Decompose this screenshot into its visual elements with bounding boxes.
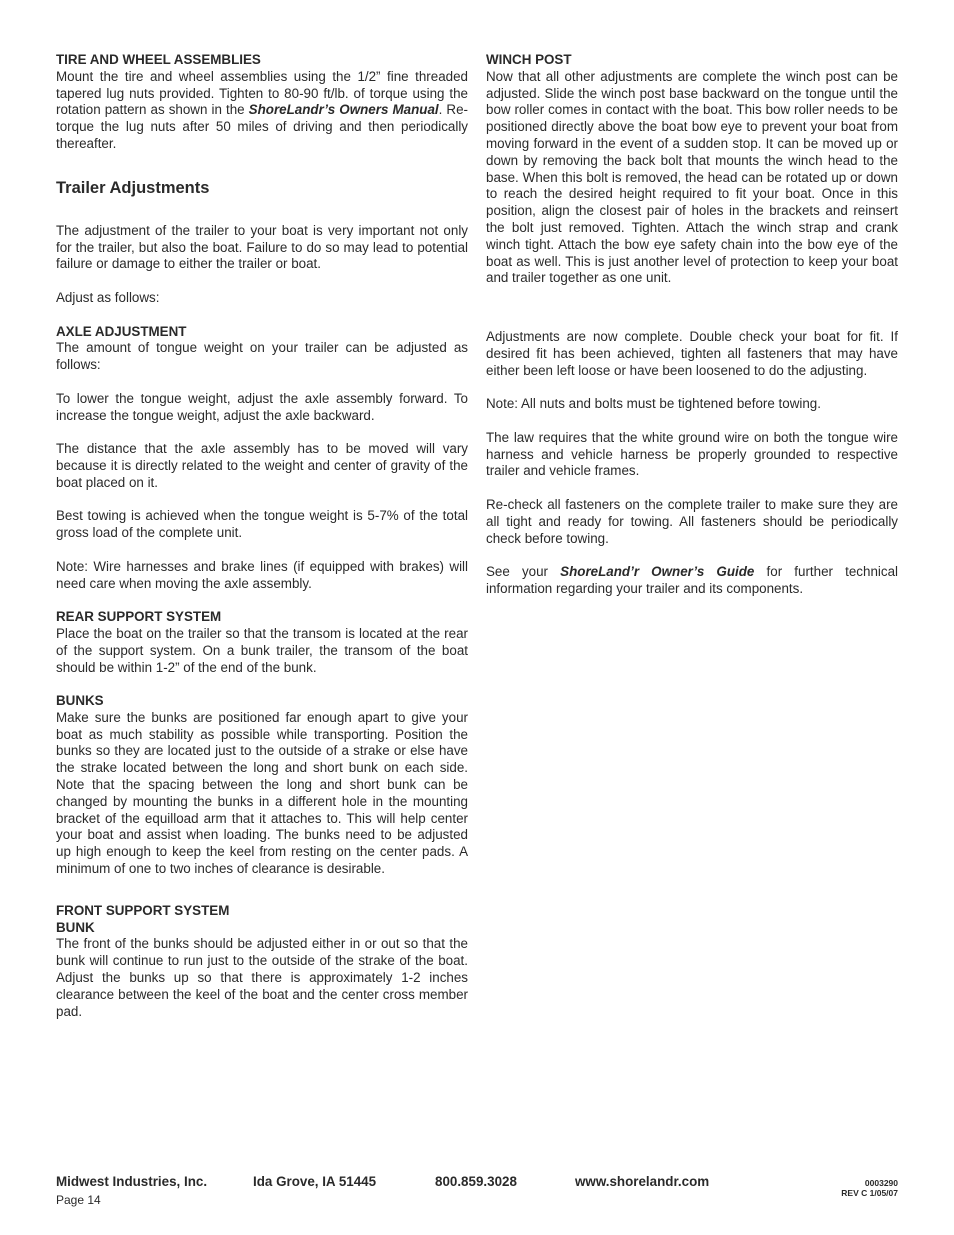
see-text-part1: See your: [486, 564, 561, 580]
front-support-heading: FRONT SUPPORT SYSTEM: [56, 902, 230, 918]
front-bunk-subheading: BUNK: [56, 919, 95, 935]
page-footer: [56, 1174, 898, 1214]
intro-paragraph: The adjustment of the trailer to your boat is very important not only for the trailer, but also the boat. Failure to do so may lead to potential failure or damage to either the trailer or boat.: [56, 222, 468, 272]
rear-support-paragraph: Place the boat on the trailer so that the transom is located at the rear of the support system. On a bunk trailer, the transom of the boat should be within 1-2” of the end of the bunk.: [56, 625, 468, 675]
nuts-bolts-note: Note: All nuts and bolts must be tightened before towing.: [486, 396, 821, 412]
rear-support-heading: REAR SUPPORT SYSTEM: [56, 609, 222, 625]
tire-wheel-heading: TIRE AND WHEEL ASSEMBLIES: [56, 52, 261, 67]
winch-post-heading: WINCH POST: [486, 52, 572, 67]
axle-adjustment-heading: AXLE ADJUSTMENT: [56, 323, 187, 339]
right-column: [486, 52, 898, 598]
axle-paragraph-4: Best towing is achieved when the tongue weight is 5-7% of the total gross load of the complete unit.: [56, 508, 468, 541]
page-number: Page 14: [56, 1193, 101, 1207]
tire-wheel-paragraph: [56, 69, 468, 153]
footer-phone: 800.859.3028: [435, 1174, 517, 1189]
front-support-paragraph: The front of the bunks should be adjusted either in or out so that the bunk will continue to run just to the outside of the strake of the boat. Adjust the bunks up so that there is approximately 1-2 inches clearance between the keel of the boat and the center cross member pad.: [56, 936, 468, 1019]
footer-website: www.shorelandr.com: [575, 1174, 710, 1189]
tire-text-part2: . Re-torque the lug nuts after 50 miles of driving and then periodically thereafter.: [56, 102, 468, 151]
axle-paragraph-1: The amount of tongue weight on your trailer can be adjusted as follows:: [56, 340, 468, 373]
left-column: [56, 52, 468, 1020]
adjust-as-follows: Adjust as follows:: [56, 289, 160, 305]
owners-manual-reference: ShoreLandr’s Owners Manual: [248, 102, 439, 118]
bunks-heading: BUNKS: [56, 693, 104, 709]
footer-company: Midwest Industries, Inc.: [56, 1174, 208, 1189]
doc-number: 0003290: [864, 1178, 898, 1188]
axle-paragraph-2: To lower the tongue weight, adjust the axle assembly forward. To increase the tongue weight, adjust the axle backward.: [56, 390, 468, 423]
tire-text-part1: Mount the tire and wheel assemblies using the 1/2” fine threaded tapered lug nuts provided. Tighten to 80-90 ft/lb. of torque using the rotation pattern as shown in the: [56, 68, 468, 118]
footer-city: Ida Grove, IA 51445: [253, 1174, 377, 1189]
see-text-part2: for further technical information regarding your trailer and its components.: [486, 564, 898, 596]
bunks-paragraph: Make sure the bunks are positioned far enough apart to give your boat as much stability as possible while transporting. Position the bunks so they are located just to the outside of a strake or else have the strake located between the long and short bunk on each side. Note that the spacing between the long and short bunk can be changed by mounting the bunks in a different hole in the mounting bracket of the equilload arm that it attaches to. This will help center your boat and assist when loading. The bunks need to be adjusted up high enough to keep the keel from resting on the center pads. A minimum of one to two inches of clearance is desirable.: [56, 709, 468, 877]
owners-guide-reference: ShoreLand’r Owner’s Guide: [560, 564, 755, 580]
section-title: Trailer Adjustments: [56, 178, 210, 197]
winch-post-paragraph: Now that all other adjustments are complete the winch post can be adjusted. Slide the winch post base backward on the tongue until the bow roller comes in contact with the boat. This bow roller needs to be positioned directly above the boat bow eye to prevent your boat from moving forward in the event of a sudden stop. It can be moved up or down by removing the back bolt that mounts the winch head to the base. When this bolt is removed, the head can be rotated up or down to reach the desired height required to fit your boat. Once in this position, align the closest pair of holes in the brackets and reinsert the bolt just removed. Tighten. Attach the winch strap and crank winch tight. Attach the bow eye safety chain into the bow eye of the boat as well. This is just another level of protection to keep your boat and trailer together as one unit.: [486, 68, 898, 286]
revision: REV C 1/05/07: [841, 1188, 898, 1198]
document-code: [841, 1178, 898, 1198]
ground-wire-paragraph: The law requires that the white ground wire on both the tongue wire harness and vehicle harness be properly grounded to respective trailer and vehicle frames.: [486, 429, 898, 479]
recheck-paragraph: Re-check all fasteners on the complete trailer to make sure they are all tight and ready for towing. All fasteners should be periodically check before towing.: [486, 496, 898, 546]
axle-paragraph-3: The distance that the axle assembly has to be moved will vary because it is directly related to the weight and center of gravity of the boat placed on it.: [56, 441, 468, 490]
adjustments-complete-paragraph: Adjustments are now complete. Double check your boat for fit. If desired fit has been achieved, tighten all fasteners that may have either been left loose or have been loosened to do the adjusting.: [486, 328, 898, 378]
owners-guide-paragraph: [486, 564, 898, 598]
axle-paragraph-5: Note: Wire harnesses and brake lines (if equipped with brakes) will need care when moving the axle assembly.: [56, 558, 468, 591]
